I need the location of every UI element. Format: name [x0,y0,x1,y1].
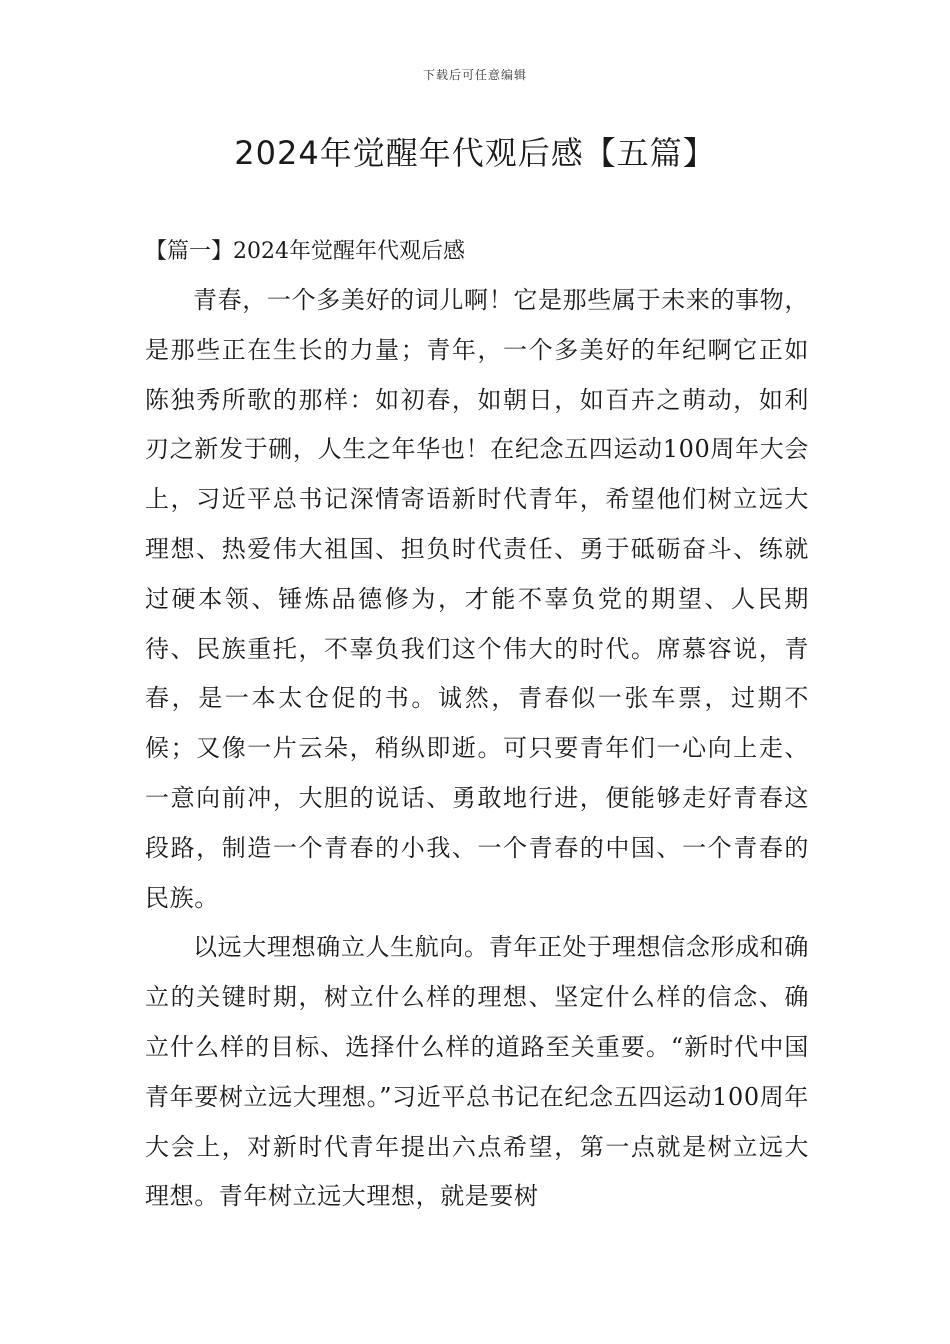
paragraph: 以远大理想确立人生航向。青年正处于理想信念形成和确立的关键时期，树立什么样的理想、坚定什么样的信念、确立什么样的目标、选择什么样的道路至关重要。“新时代中国青年要树立远大理想。”习近平总书记在纪念五四运动100周年大会上，对新时代青年提出六点希望，第一点就是树立远大理想。青年树立远大理想，就是要树 [145,933,809,1211]
document-title: 2024年觉醒年代观后感【五篇】 [234,134,716,172]
body-text [145,276,809,1222]
section-heading: 【篇一】2024年觉醒年代观后感 [145,239,465,264]
header-note: 下载后可任意编辑 [422,68,527,82]
paragraph: 青春，一个多美好的词儿啊！它是那些属于未来的事物，是那些正在生长的力量；青年，一个多美好的年纪啊它正如陈独秀所歌的那样：如初春，如朝日，如百卉之萌动，如利刃之新发于硎，人生之年华也！在纪念五四运动100周年大会上，习近平总书记深情寄语新时代青年，希望他们树立远大理想、热爱伟大祖国、担负时代责任、勇于砥砺奋斗、练就过硬本领、锤炼品德修为，才能不辜负党的期望、人民期待、民族重托，不辜负我们这个伟大的时代。席慕容说，青春，是一本太仓促的书。诚然，青春似一张车票，过期不候；又像一片云朵，稍纵即逝。可只要青年们一心向上走、一意向前冲，大胆的说话、勇敢地行进，便能够走好青春这段路，制造一个青春的小我、一个青春的中国、一个青春的民族。 [145,286,809,912]
